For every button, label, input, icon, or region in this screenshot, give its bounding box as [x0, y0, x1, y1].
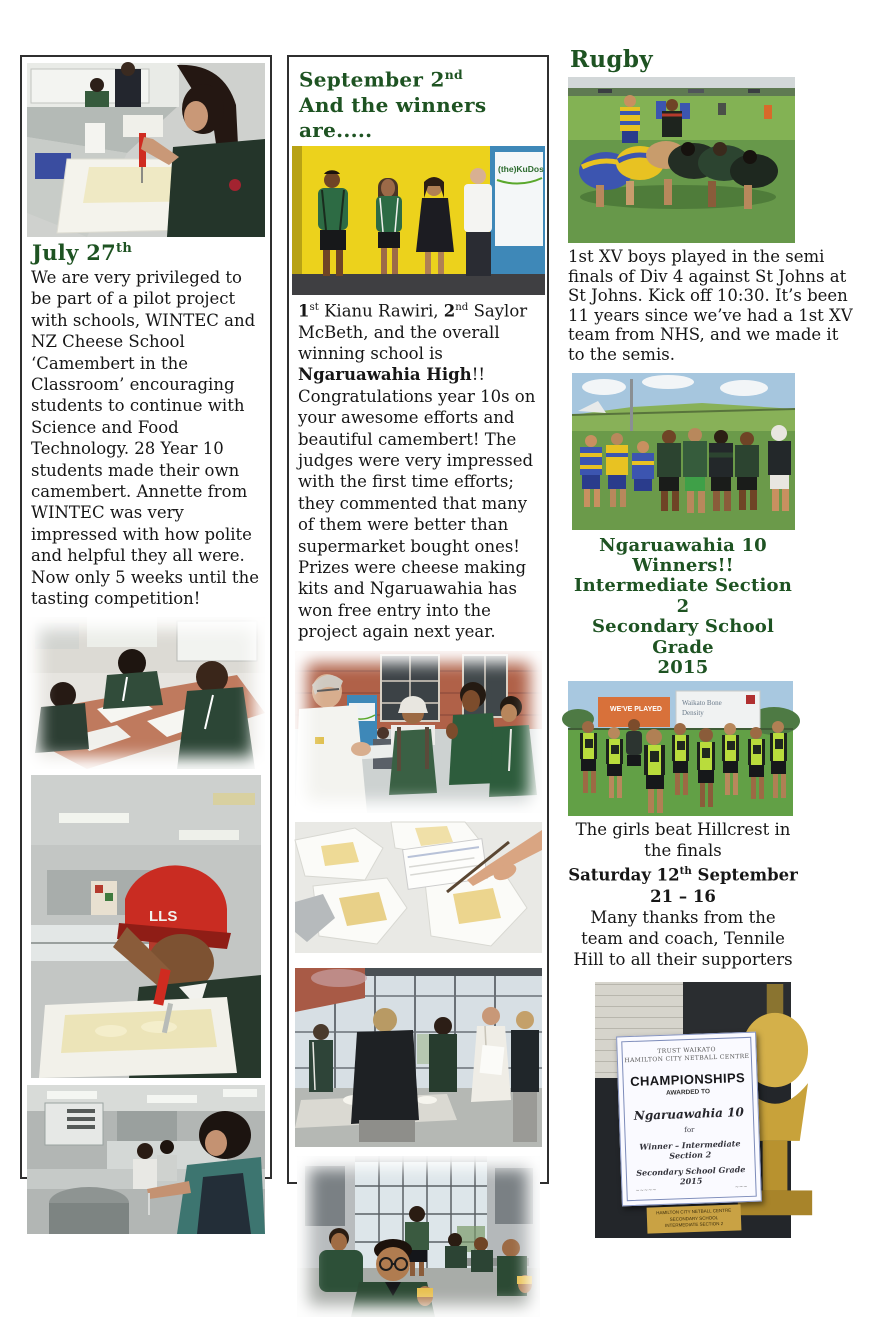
certificate-title: CHAMPIONSHIPS — [629, 1069, 746, 1089]
atrium-lunch-illustration — [297, 1156, 540, 1317]
netball-score: 21 – 16 — [650, 886, 716, 906]
heading-july-27 — [32, 240, 260, 265]
winner-second-place: 2 — [443, 301, 456, 321]
plaque-line3: INTERMEDIATE SECTION 2 — [665, 1220, 724, 1228]
paragraph-rugby: 1st XV boys played in the semi finals of Div 4 against St Johns at St Johns. Kick off 10:30. It’s been 11 years since we’ve had a 1st XV team from NHS, and we made it to the semis. — [568, 247, 853, 364]
paragraph-camembert-project: We are very privileged to be part of a pilot project with schools, WINTEC and NZ Cheese School ‘Camembert in the Classroom’ encouraging students to continue with Science and Food Technology. 28 Year 10 students made their own camembert. Annette from WINTEC was very impressed with how polite and helpful they all were. Now only 5 weeks until the tasting competition! — [31, 268, 259, 609]
certificate-grade-line: Secondary School Grade 2015 — [636, 1163, 746, 1187]
certificate-org2: HAMILTON CITY NETBALL CENTRE — [624, 1052, 750, 1065]
heading-september-line1 — [299, 62, 537, 93]
rugby-huddle-illustration — [572, 373, 795, 530]
plaque-line1: HAMILTON CITY NETBALL CENTRE — [656, 1207, 732, 1216]
certificate-date-mark: ~~~ — [734, 1183, 748, 1191]
certificate-signature: ~~~~~ — [635, 1187, 657, 1194]
certificate — [616, 1032, 762, 1207]
winners-paragraph-rest: !! Congratulations year 10s on your awesome efforts and beautiful camembert! The judges were very impressed with the first time efforts; they commented that many of them were better than supermarket bought ones! Prizes were cheese making kits and Ngaruawahia has won free entry into the project again next year. — [298, 365, 536, 642]
rugby-scrum-illustration — [568, 77, 795, 243]
heading-netball-winners — [568, 536, 798, 679]
orange-sign-text: WE'VE PLAYED — [610, 706, 662, 714]
food-lab-illustration — [27, 63, 265, 237]
photo-kitchen-class — [27, 1085, 265, 1234]
white-sign-line1: Waikato Bone — [682, 699, 722, 708]
winner-second-name: Saylor McBeth, and the overall winning school is — [298, 301, 528, 363]
plaque — [647, 1204, 742, 1233]
netball-heading-line-5: 2015 — [657, 657, 709, 678]
winners-illustration — [292, 146, 545, 295]
winning-school: Ngaruawahia High — [298, 365, 472, 385]
certificate-winner-line: Winner – Intermediate Section 2 — [639, 1138, 741, 1161]
kitchen-class-illustration — [27, 1085, 265, 1234]
netball-date: Saturday 12 — [568, 865, 680, 885]
heading-july-27-ordinal: th — [116, 241, 133, 256]
white-sign-line2: Density — [682, 709, 704, 718]
heading-september-ordinal: nd — [444, 67, 463, 82]
netball-date-line — [568, 861, 798, 886]
heading-september-2 — [299, 62, 537, 143]
column-winners-september — [287, 55, 549, 1184]
photo-rugby-scrum — [568, 77, 795, 243]
winner-first-ordinal: st — [309, 301, 319, 313]
certificate-awarded: AWARDED TO — [665, 1088, 711, 1097]
winner-first-place: 1 — [298, 301, 310, 321]
heading-winners-line2: And the winners are..... — [299, 92, 487, 142]
photo-rugby-team-huddle — [572, 373, 795, 530]
netball-date-ordinal: th — [679, 865, 692, 878]
netball-result-line: The girls beat Hillcrest in the finals — [575, 820, 791, 861]
photo-students-lunch-atrium — [297, 1156, 540, 1317]
plaque-line2: SECONDARY SCHOOL — [669, 1214, 719, 1222]
heading-september-text: September 2 — [299, 67, 445, 92]
photo-winners-kudos-banner — [292, 146, 545, 295]
certificate-team: Ngaruawahia 10 — [633, 1104, 745, 1123]
atrium-judging-illustration — [295, 968, 542, 1147]
netball-month: September — [691, 865, 798, 885]
cheese-notes-illustration — [295, 822, 542, 953]
photo-judge-talking-students — [295, 651, 542, 813]
judge-talk-illustration — [295, 651, 542, 813]
column-rugby-netball — [568, 46, 862, 1228]
photo-trophy-certificate — [595, 982, 791, 1238]
paragraph-winners — [298, 297, 538, 643]
netball-heading-line-4: Secondary School Grade — [591, 616, 775, 658]
red-cap-student-illustration — [31, 775, 261, 1078]
certificate-for: for — [684, 1125, 695, 1135]
netball-result-block — [568, 819, 798, 970]
winner-first-name: Kianu Rawiri, — [318, 301, 444, 321]
winner-second-ordinal: nd — [455, 301, 469, 313]
photo-judges-atrium-table — [295, 968, 542, 1147]
column-camembert-july — [20, 55, 272, 1179]
cap-text: LLS — [149, 907, 178, 925]
netball-thanks: Many thanks from the team and coach, Tennile Hill to all their supporters — [573, 907, 793, 969]
photo-student-stirring-curd — [27, 63, 265, 237]
certificate-inner — [621, 1037, 757, 1201]
photo-netball-team — [568, 681, 793, 816]
netball-heading-line-2: Winners!! — [632, 554, 734, 576]
certificate-org1: TRUST WAIKATO — [657, 1045, 716, 1055]
photo-students-reading-worksheets — [27, 617, 265, 769]
photo-cheese-judging-notes — [295, 822, 542, 953]
netball-heading-line-1: Ngaruawahia 10 — [599, 534, 767, 556]
netball-heading-line-3: Intermediate Section 2 — [573, 575, 793, 617]
heading-rugby: Rugby — [570, 46, 653, 73]
students-reading-illustration — [27, 617, 265, 769]
kudos-logo-text: (the)KuDos — [497, 163, 544, 174]
netball-team-illustration — [568, 681, 793, 816]
heading-july-27-text: July 27 — [32, 240, 117, 265]
photo-student-red-cap-cutting-curd — [31, 775, 261, 1078]
